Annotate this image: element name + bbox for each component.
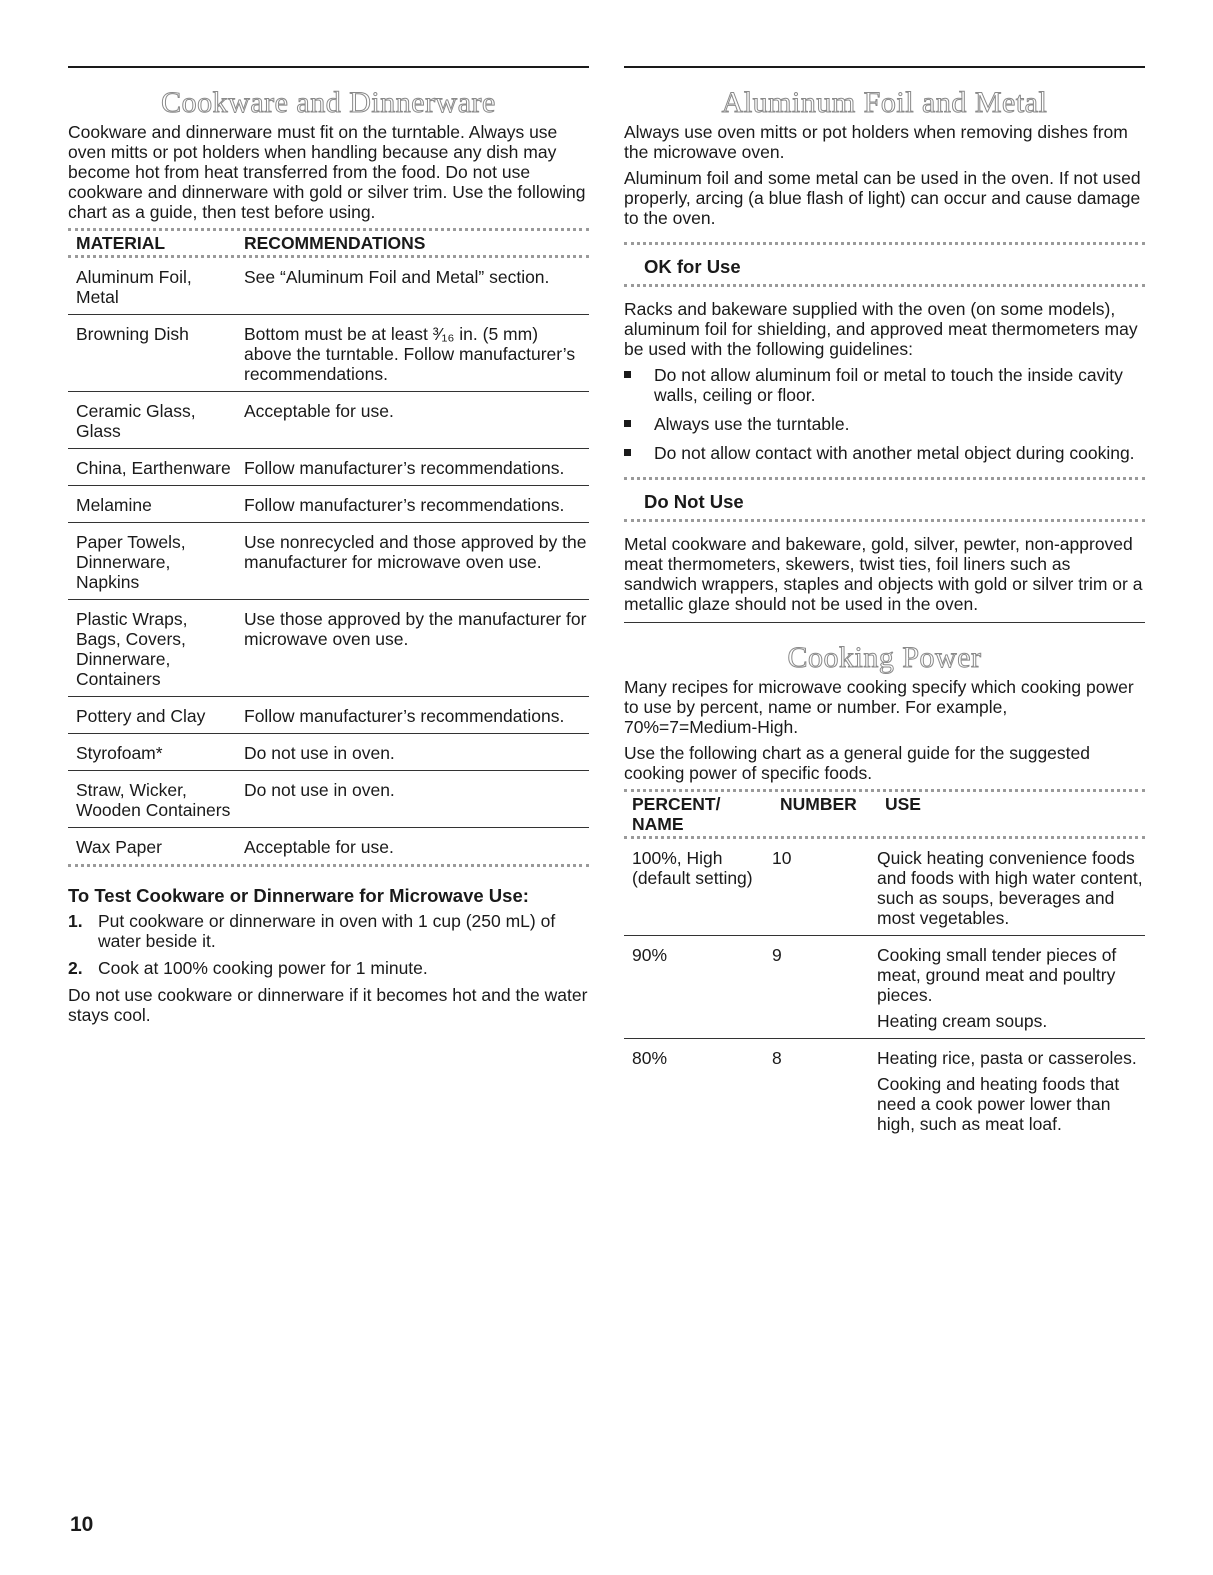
- foil-paragraph-1: Always use oven mitts or pot holders when removing dishes from the microwave oven.: [624, 122, 1128, 162]
- use-text: Heating rice, pasta or casseroles.: [877, 1048, 1137, 1068]
- material-cell: Browning Dish: [68, 315, 236, 392]
- bullet-text: Do not allow contact with another metal object during cooking.: [654, 443, 1135, 463]
- material-column-header: MATERIAL: [76, 233, 166, 253]
- percent-column-header: PERCENT/ NAME: [632, 794, 721, 834]
- material-cell: Styrofoam*: [68, 734, 236, 771]
- table-row: [68, 828, 589, 865]
- section-title-foil: Aluminum Foil and Metal: [721, 86, 1048, 119]
- bullet-text: Do not allow aluminum foil or metal to touch the inside cavity walls, ceiling or floor.: [654, 365, 1123, 405]
- percent-cell: 80%: [632, 1048, 668, 1068]
- use-cell: [877, 1039, 1145, 1142]
- list-item: [624, 443, 1145, 463]
- use-text-extra: Heating cream soups.: [877, 1011, 1048, 1031]
- material-cell: Ceramic Glass, Glass: [68, 392, 236, 449]
- recommendation-cell: Bottom must be at least ³⁄₁₆ in. (5 mm) above the turntable. Follow manufacturer’s recommendations.: [236, 315, 589, 392]
- use-text-extra: Cooking and heating foods that need a cook power lower than high, such as meat loaf.: [877, 1074, 1120, 1134]
- list-item: [68, 911, 589, 951]
- square-bullet-icon: [624, 449, 631, 456]
- material-cell: China, Earthenware: [68, 449, 236, 486]
- list-item: [624, 365, 1145, 405]
- dotted-divider: [68, 864, 589, 867]
- dotted-divider: [624, 284, 1145, 287]
- square-bullet-icon: [624, 420, 631, 427]
- material-table-header: [68, 231, 589, 255]
- table-row: [68, 697, 589, 734]
- percent-cell: 90%: [624, 936, 772, 1039]
- material-cell: Aluminum Foil, Metal: [68, 258, 236, 315]
- recommendation-cell: Follow manufacturer’s recommendations.: [236, 449, 589, 486]
- power-table-header-table: [624, 792, 1145, 836]
- power-paragraph-2: Use the following chart as a general guide for the suggested cooking power of specific foods.: [624, 743, 1090, 783]
- ok-for-use-text: Racks and bakeware supplied with the oven (on some models), aluminum foil for shielding, and approved meat thermometers may be used with the following guidelines:: [624, 299, 1138, 359]
- material-cell: Wax Paper: [76, 837, 162, 857]
- page-number: 10: [70, 1513, 94, 1536]
- step-number: 1.: [68, 911, 83, 931]
- list-item: [624, 414, 1145, 434]
- table-row: [68, 258, 589, 315]
- number-cell: 10: [772, 839, 877, 936]
- recommendation-cell: Acceptable for use.: [244, 837, 394, 857]
- table-row: [68, 600, 589, 697]
- material-cell: Paper Towels, Dinnerware, Napkins: [68, 523, 236, 600]
- step-text: Put cookware or dinnerware in oven with 1 cup (250 mL) of water beside it.: [98, 911, 556, 951]
- recommendation-cell: Use those approved by the manufacturer for microwave oven use.: [236, 600, 589, 697]
- do-not-use-heading: Do Not Use: [644, 491, 744, 512]
- section-rule: [624, 622, 1145, 623]
- left-column: [68, 66, 589, 1031]
- table-row: [624, 839, 1145, 936]
- test-steps-list: [68, 911, 589, 978]
- table-row: [68, 315, 589, 392]
- recommendation-cell: Follow manufacturer’s recommendations.: [236, 697, 589, 734]
- table-row: [68, 392, 589, 449]
- top-rule: [624, 66, 1145, 68]
- table-row: [624, 1039, 1145, 1142]
- ok-bullet-list: [624, 365, 1145, 463]
- recommendation-cell: Follow manufacturer’s recommendations.: [236, 486, 589, 523]
- use-cell: [877, 839, 1145, 936]
- number-column-header: NUMBER: [780, 794, 857, 814]
- material-cell: Melamine: [68, 486, 236, 523]
- recommendation-cell: Use nonrecycled and those approved by the manufacturer for microwave oven use.: [236, 523, 589, 600]
- table-row: [68, 771, 589, 828]
- power-table-header: [624, 792, 1145, 836]
- power-table: [624, 839, 1145, 1141]
- material-table-body: [68, 258, 589, 864]
- test-note: Do not use cookware or dinnerware if it becomes hot and the water stays cool.: [68, 985, 588, 1025]
- number-cell: 9: [772, 936, 877, 1039]
- list-item: [68, 958, 589, 978]
- do-not-use-text: Metal cookware and bakeware, gold, silver, pewter, non-approved meat thermometers, skewers, twist ties, foil liners such as sandwich wrappers, staples and objects with gold or silver trim or a metallic glaze should not be used in the oven.: [624, 534, 1143, 614]
- foil-paragraph-2: Aluminum foil and some metal can be used in the oven. If not used properly, arcing (a blue flash of light) can occur and cause damage to the oven.: [624, 168, 1141, 228]
- use-text: Quick heating convenience foods and foods with high water content, such as soups, beverages and most vegetables.: [877, 848, 1143, 928]
- top-rule: [68, 66, 589, 68]
- percent-cell: 100%, High (default setting): [624, 839, 772, 936]
- power-paragraph-1: Many recipes for microwave cooking specify which cooking power to use by percent, name or number. For example, 70%=7=Medium-High.: [624, 677, 1134, 737]
- use-text: Cooking small tender pieces of meat, ground meat and poultry pieces.: [877, 945, 1117, 1005]
- bullet-text: Always use the turntable.: [654, 414, 850, 434]
- table-row: [68, 734, 589, 771]
- material-cell: Pottery and Clay: [68, 697, 236, 734]
- section-title-cooking-power: Cooking Power: [787, 641, 982, 674]
- recommendation-cell: Do not use in oven.: [236, 734, 589, 771]
- material-cell: Straw, Wicker, Wooden Containers: [68, 771, 236, 828]
- ok-for-use-heading: OK for Use: [644, 256, 741, 277]
- use-column-header: USE: [885, 794, 921, 814]
- material-table: [68, 231, 589, 255]
- cookware-intro: Cookware and dinnerware must fit on the turntable. Always use oven mitts or pot holders when handling because any dish may become hot from heat transferred from the food. Do not use cookware and dinnerware with gold or silver trim. Use the following chart as a guide, then test before using.: [68, 122, 586, 222]
- material-cell: Plastic Wraps, Bags, Covers, Dinnerware, Containers: [68, 600, 236, 697]
- number-cell: 8: [772, 1048, 782, 1068]
- recommendations-column-header: RECOMMENDATIONS: [244, 233, 426, 253]
- table-row: [68, 486, 589, 523]
- test-heading: To Test Cookware or Dinnerware for Microwave Use:: [68, 885, 529, 906]
- right-column: [624, 66, 1145, 1141]
- recommendation-cell: Acceptable for use.: [236, 392, 589, 449]
- dotted-divider: [624, 519, 1145, 522]
- recommendation-cell: Do not use in oven.: [236, 771, 589, 828]
- table-row: [68, 523, 589, 600]
- step-text: Cook at 100% cooking power for 1 minute.: [98, 958, 428, 978]
- use-cell: [877, 936, 1145, 1039]
- table-row: [624, 936, 1145, 1039]
- recommendation-cell: See “Aluminum Foil and Metal” section.: [236, 258, 589, 315]
- step-number: 2.: [68, 958, 83, 978]
- square-bullet-icon: [624, 371, 631, 378]
- table-row: [68, 449, 589, 486]
- section-title-cookware: Cookware and Dinnerware: [161, 86, 496, 119]
